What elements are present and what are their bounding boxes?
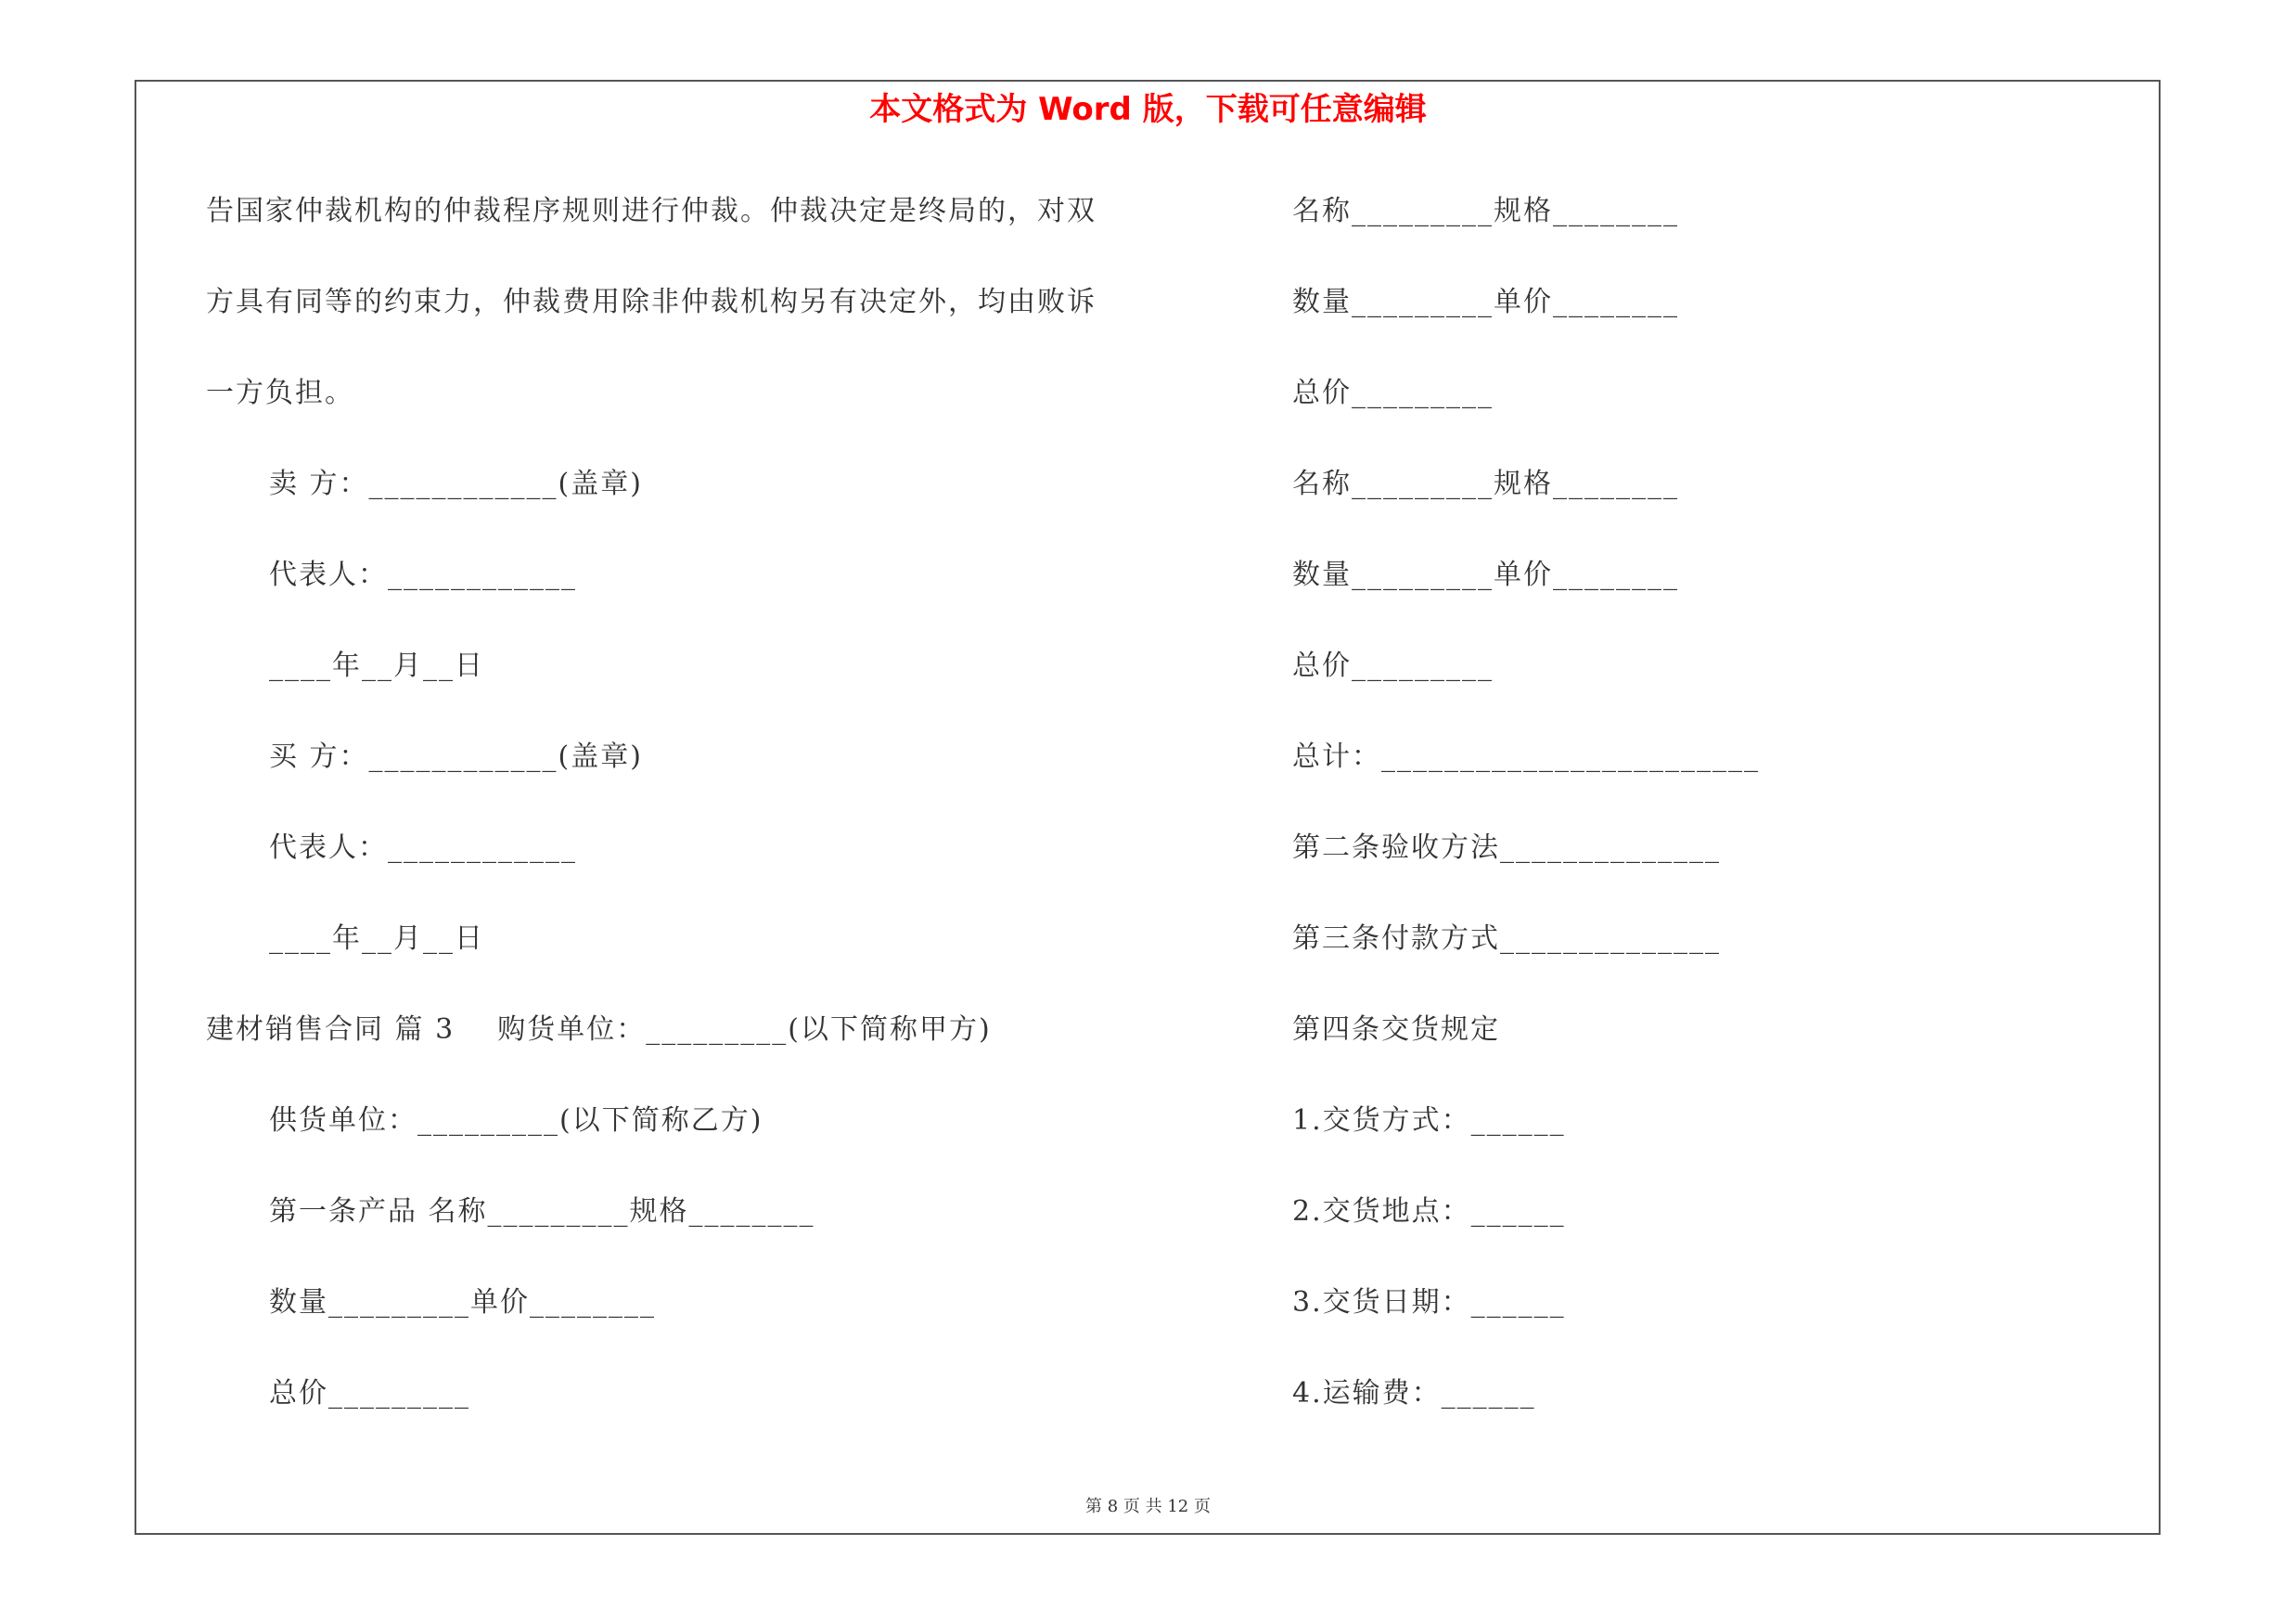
buyer-representative-line: 代表人：____________ (269, 831, 577, 864)
right-text-line: 总价_________ (1292, 650, 1494, 682)
right-text-line: 数量_________单价________ (1292, 559, 1679, 591)
quantity-line: 数量_________单价________ (269, 1286, 656, 1319)
buyer-date-line: ____年__月__日 (269, 922, 484, 955)
buyer-line: 买 方：____________(盖章) (269, 741, 643, 773)
right-text-line: 名称_________规格________ (1292, 468, 1679, 500)
delivery-method-line: 1.交货方式：______ (1292, 1104, 1566, 1137)
payment-method-line: 第三条付款方式______________ (1292, 922, 1721, 955)
left-text-line: 一方负担。 (206, 377, 354, 409)
delivery-date-line: 3.交货日期：______ (1292, 1286, 1566, 1319)
left-text-line: 方具有同等的约束力，仲裁费用除非仲裁机构另有决定外，均由败诉 (206, 286, 1097, 318)
page-number-footer: 第 8 页 共 12 页 (1085, 1497, 1211, 1516)
right-text-line: 名称_________规格________ (1292, 195, 1679, 227)
total-price-line: 总价_________ (269, 1377, 470, 1410)
seller-line: 卖 方：____________(盖章) (269, 468, 643, 500)
seller-date-line: ____年__月__日 (269, 650, 484, 682)
transport-fee-line: 4.运输费：______ (1292, 1377, 1536, 1410)
contract-heading-line: 建材销售合同 篇 3 购货单位：_________(以下简称甲方) (206, 1013, 992, 1046)
right-text-line: 总价_________ (1292, 377, 1494, 409)
grand-total-line: 总计：________________________ (1292, 741, 1760, 773)
edit-notice-banner: 本文格式为 Word 版，下载可任意编辑 (869, 91, 1427, 128)
delivery-place-line: 2.交货地点：______ (1292, 1195, 1566, 1228)
supplier-line: 供货单位：_________(以下简称乙方) (269, 1104, 763, 1137)
delivery-rules-heading: 第四条交货规定 (1292, 1013, 1500, 1046)
seller-representative-line: 代表人：____________ (269, 559, 577, 591)
product-line: 第一条产品 名称_________规格________ (269, 1195, 815, 1228)
right-text-line: 数量_________单价________ (1292, 286, 1679, 318)
inspection-method-line: 第二条验收方法______________ (1292, 831, 1721, 864)
left-text-line: 告国家仲裁机构的仲裁程序规则进行仲裁。仲裁决定是终局的，对双 (206, 195, 1097, 227)
